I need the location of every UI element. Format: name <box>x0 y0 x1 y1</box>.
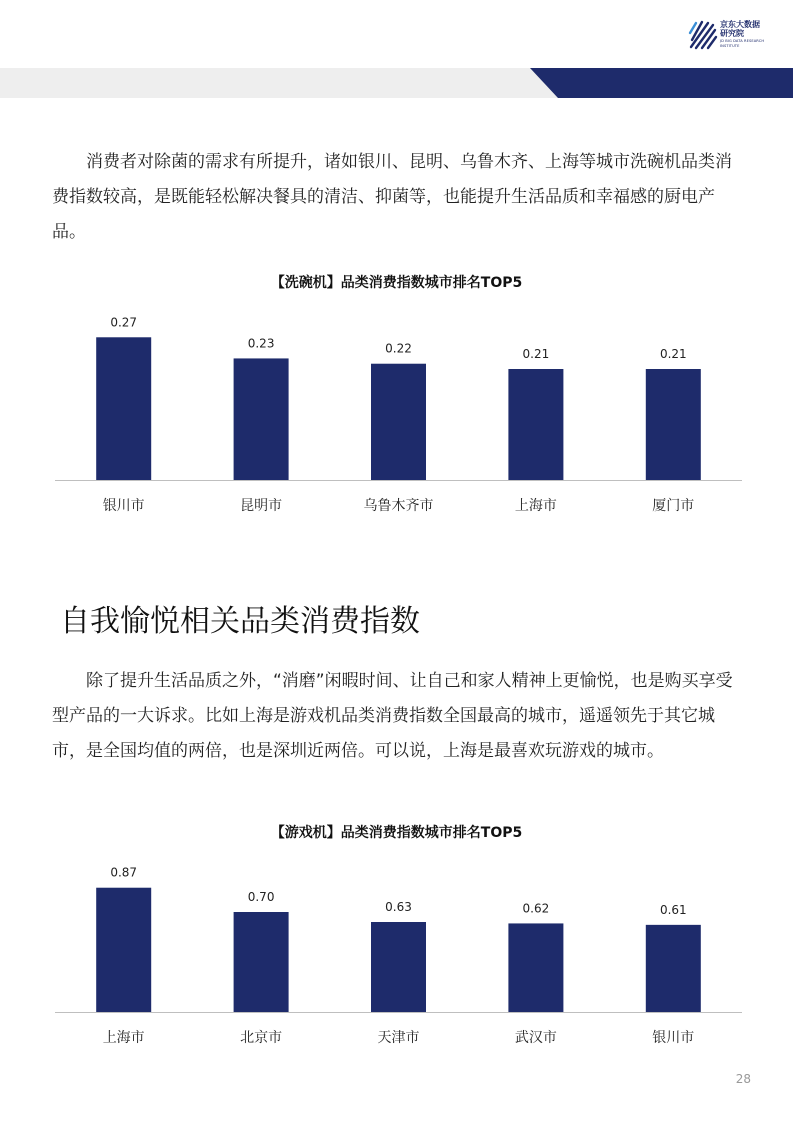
section-title: 自我愉悦相关品类消费指数 <box>60 604 420 639</box>
data-label-4: 0.62 <box>522 901 550 916</box>
category-label-2: 北京市 <box>240 1030 283 1046</box>
category-label-4: 武汉市 <box>514 1030 557 1046</box>
category-label-5: 厦门市 <box>652 498 695 514</box>
bar-4 <box>508 369 563 480</box>
category-label-3: 乌鲁木齐市 <box>363 498 434 514</box>
bar-5 <box>646 925 701 1012</box>
bar-1 <box>96 888 151 1012</box>
data-label-3: 0.63 <box>385 900 412 914</box>
section-paragraph: 除了提升生活品质之外，“消磨”闲暇时间、让自己和家人精神上更愉悦，也是购买享受型产品的一大诉求。比如上海是游戏机品类消费指数全国最高的城市，遥遥领先于其它城市，是全国均值的两倍，也是深圳近两倍。可以说，上海是最喜欢玩游戏的城市。 <box>52 671 733 761</box>
chart-svg <box>55 850 742 1050</box>
logo <box>688 18 768 52</box>
category-label-2: 昆明市 <box>240 498 283 514</box>
header-band-grey <box>0 68 560 98</box>
category-label-3: 天津市 <box>377 1030 420 1046</box>
chart-title-game-console: 【游戏机】品类消费指数城市排名TOP5 <box>270 825 523 841</box>
chart-title-dishwasher: 【洗碗机】品类消费指数城市排名TOP5 <box>270 275 523 291</box>
logo-text-en: JD BIG DATA RESEARCH INSTITUTE <box>720 39 765 48</box>
data-label-1: 0.27 <box>110 315 138 330</box>
category-label-4: 上海市 <box>514 498 557 514</box>
data-label-2: 0.70 <box>247 890 275 904</box>
bar-2 <box>234 358 289 480</box>
bar-4 <box>508 923 563 1012</box>
data-label-1: 0.87 <box>110 865 138 880</box>
category-label-5: 银川市 <box>652 1030 695 1046</box>
logo-text-cn: 京东大数据研究院 <box>720 20 760 38</box>
bar-2 <box>234 912 289 1012</box>
page-number: 28 <box>735 1072 751 1086</box>
data-label-4: 0.21 <box>522 347 550 361</box>
data-label-5: 0.21 <box>659 347 687 361</box>
intro-paragraph: 消费者对除菌的需求有所提升，诸如银川、昆明、乌鲁木齐、上海等城市洗碗机品类消费指数较高，是既能轻松解决餐具的清洁、抑菌等，也能提升生活品质和幸福感的厨电产品。 <box>52 152 732 242</box>
data-label-3: 0.22 <box>385 341 412 356</box>
chart-game-console <box>55 850 742 1050</box>
data-label-2: 0.23 <box>247 336 275 351</box>
bar-3 <box>371 364 426 480</box>
logo-mark-icon <box>688 18 718 50</box>
bar-1 <box>96 337 151 480</box>
chart-svg <box>55 300 742 520</box>
bar-5 <box>646 369 701 480</box>
bar-3 <box>371 922 426 1012</box>
category-label-1: 上海市 <box>102 1030 145 1046</box>
chart-dishwasher <box>55 300 742 520</box>
header-band-navy <box>530 68 793 98</box>
data-label-5: 0.61 <box>659 902 687 917</box>
category-label-1: 银川市 <box>102 498 145 514</box>
